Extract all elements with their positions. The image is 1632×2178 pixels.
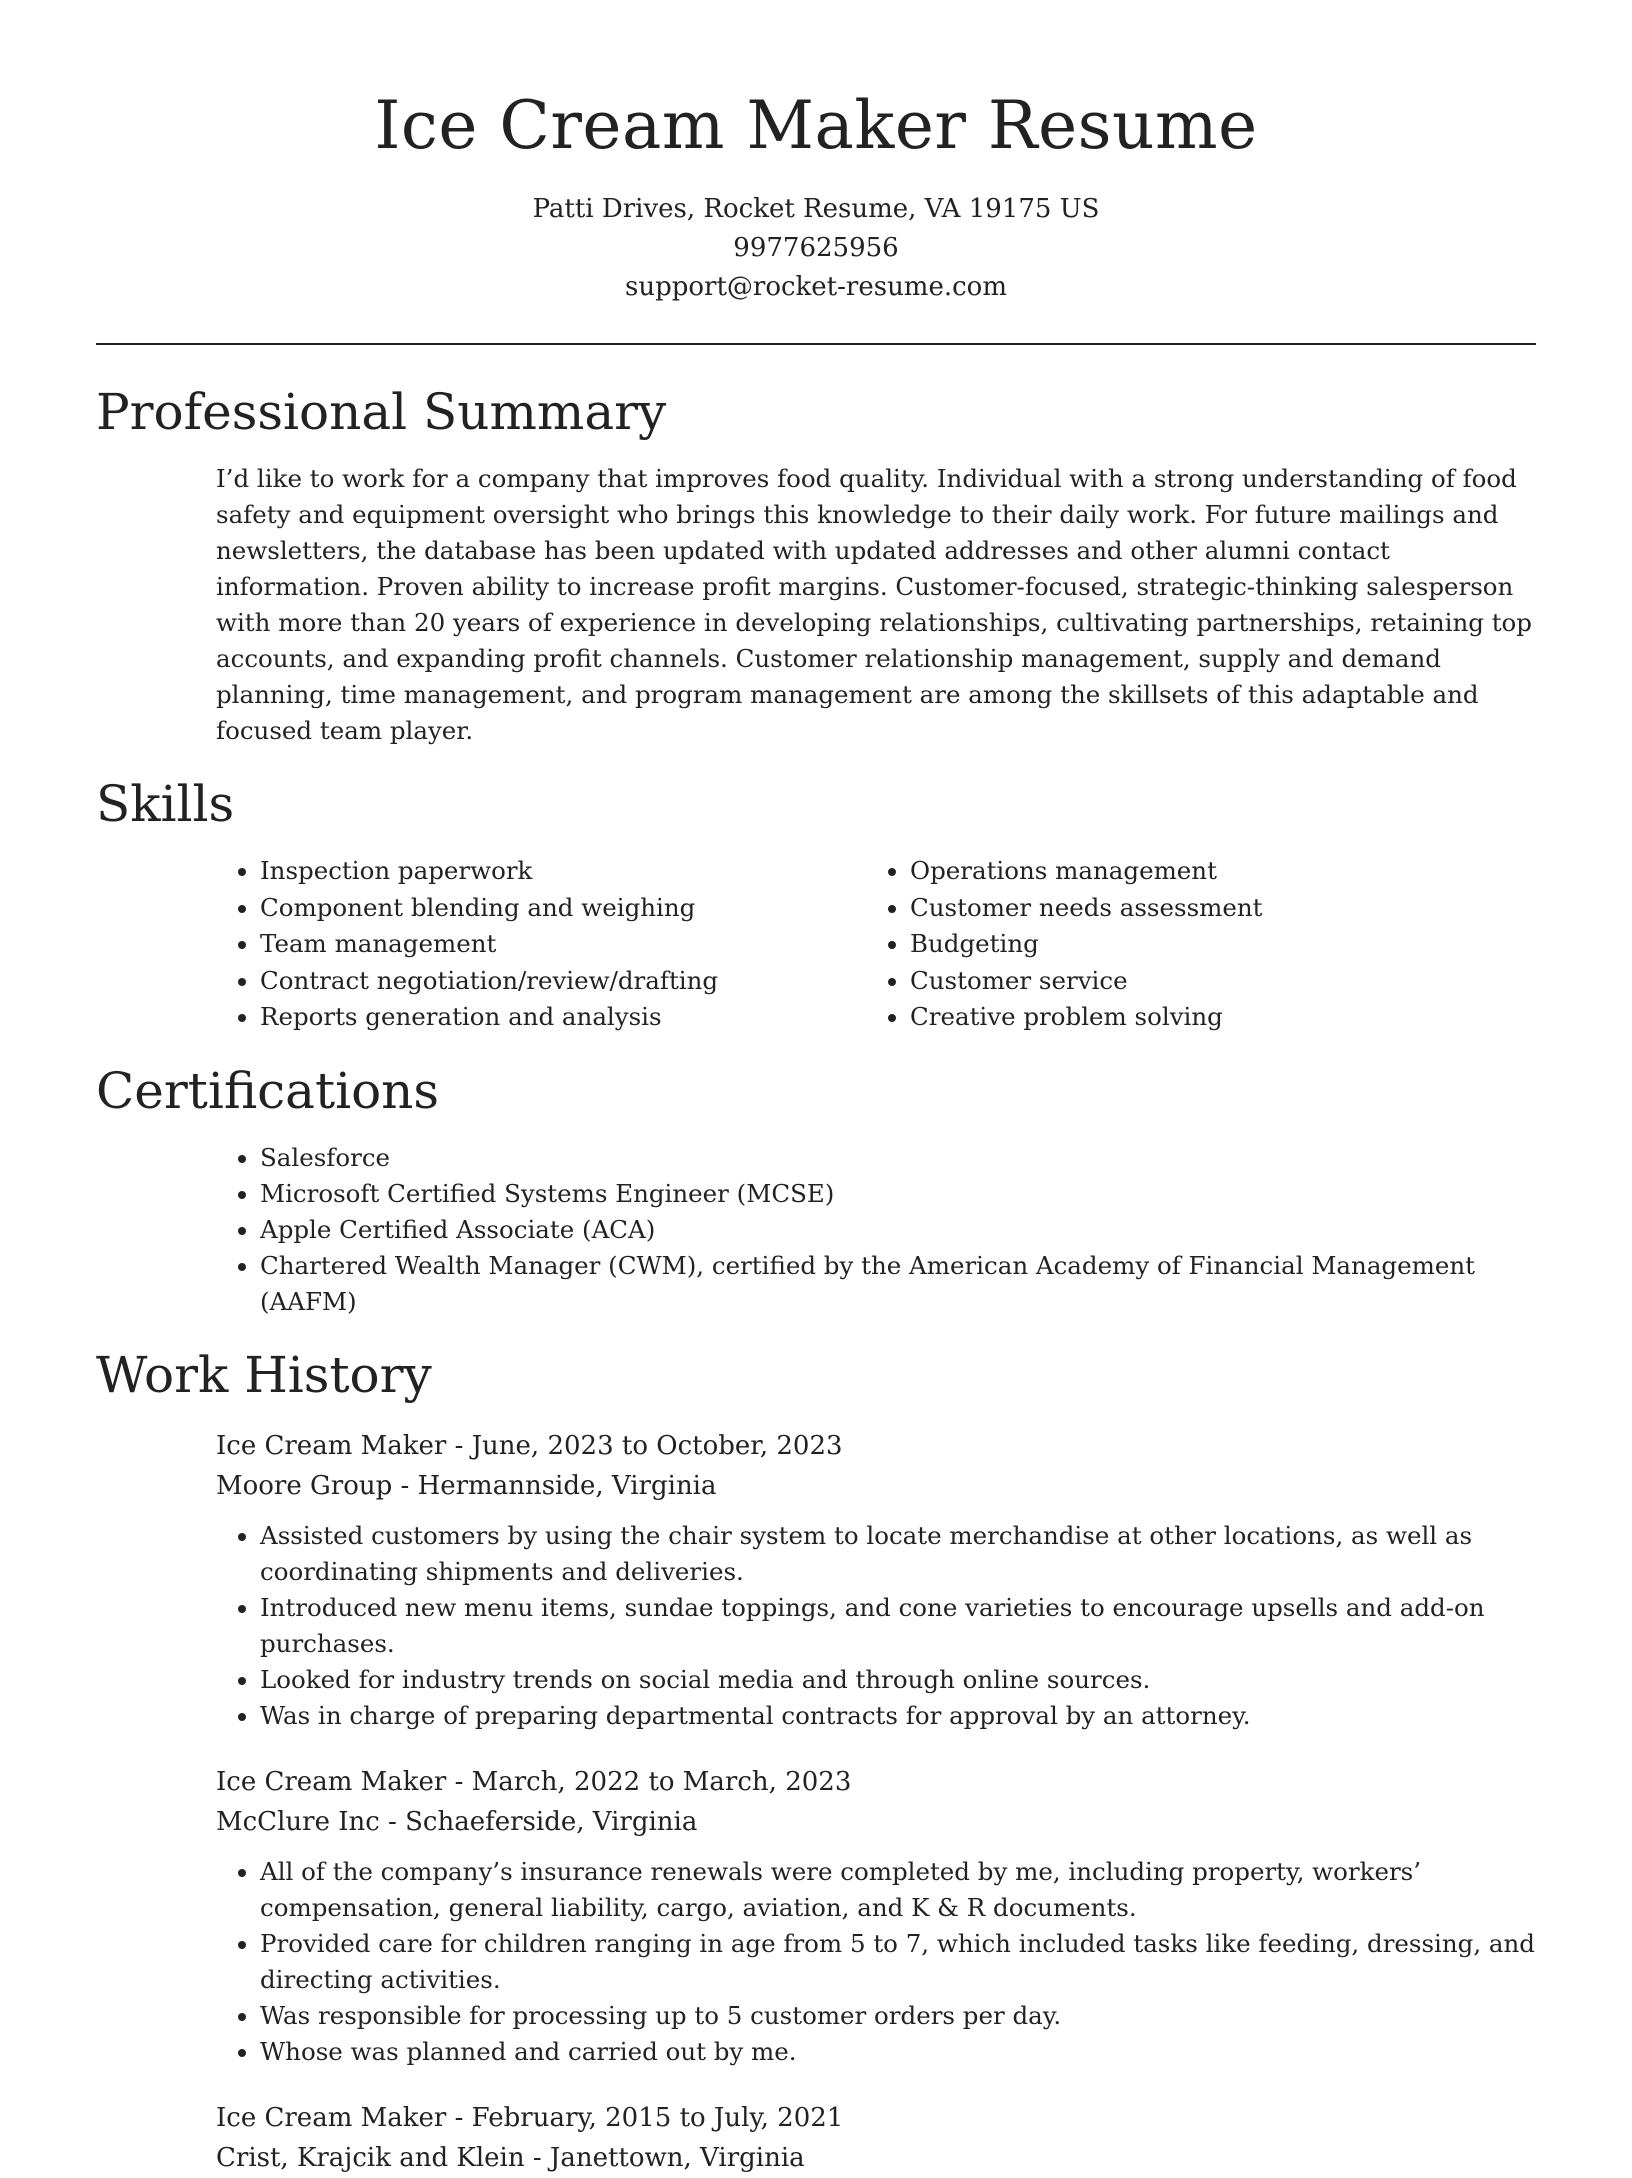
skill-item: • Team management	[260, 926, 866, 963]
skill-item: • Customer service	[910, 963, 1516, 1000]
duty-item: • Introduced new menu items, sundae toppings, and cone varieties to encourage upsells and add-on purchases.	[260, 1590, 1536, 1662]
summary-text: I’d like to work for a company that improves food quality. Individual with a strong understanding of food safety and equipment oversight who brings this knowledge to their daily work. For future mailings and newsletters, the database has been updated with updated addresses and other alumni contact information. Proven ability to increase profit margins. Customer-focused, strategic-thinking salesperson with more than 20 years of experience in developing relationships, cultivating partnerships, retaining top accounts, and expanding profit channels. Customer relationship management, supply and demand planning, time management, and program management are among the skillsets of this adaptable and focused team player.	[216, 464, 1532, 745]
resume-page	[96, 0, 1536, 2178]
contact-block	[96, 190, 1536, 307]
job-duties-list	[216, 1518, 1536, 1734]
job-role-dates: Ice Cream Maker - June, 2023 to October, 2023	[216, 1430, 843, 1461]
job-company-location: Crist, Krajcik and Klein - Janettown, Virginia	[216, 2142, 805, 2173]
duty-item: • Looked for industry trends on social media and through online sources.	[260, 1662, 1536, 1698]
skill-item: • Creative problem solving	[910, 999, 1516, 1036]
skill-item: • Reports generation and analysis	[260, 999, 866, 1036]
skill-item: • Customer needs assessment	[910, 890, 1516, 927]
job-entry	[216, 1762, 1536, 2070]
duty-item: • Was responsible for processing up to 5 customer orders per day.	[260, 1998, 1536, 2034]
section-title-certifications: Certifications	[96, 1061, 440, 1120]
contact-phone: 9977625956	[733, 233, 899, 263]
contact-address: Patti Drives, Rocket Resume, VA 19175 US	[532, 194, 1100, 224]
job-entry	[216, 2098, 1536, 2178]
job-entry	[216, 1426, 1536, 1734]
contact-email: support@rocket-resume.com	[624, 272, 1007, 302]
duty-item: • Whose was planned and carried out by me.	[260, 2034, 1536, 2070]
section-title-summary: Professional Summary	[96, 383, 667, 441]
certification-item: • Chartered Wealth Manager (CWM), certified by the American Academy of Financial Management (AAFM)	[260, 1248, 1536, 1320]
section-title-work-history: Work History	[96, 1345, 432, 1404]
header-divider	[96, 343, 1536, 345]
duty-item: • All of the company’s insurance renewals were completed by me, including property, workers’ compensation, general liability, cargo, aviation, and K & R documents.	[260, 1854, 1536, 1926]
skill-item: • Component blending and weighing	[260, 890, 866, 927]
duty-item: • Was in charge of preparing departmental contracts for approval by an attorney.	[260, 1698, 1536, 1734]
job-duties-list	[216, 1854, 1536, 2070]
skills-list-right	[866, 853, 1516, 1036]
resume-title: Ice Cream Maker Resume	[374, 87, 1258, 164]
skills-columns	[216, 853, 1536, 1036]
job-company-location: McClure Inc - Schaeferside, Virginia	[216, 1806, 698, 1837]
job-role-dates: Ice Cream Maker - February, 2015 to July, 2021	[216, 2102, 844, 2133]
skill-item: • Operations management	[910, 853, 1516, 890]
skill-item: • Inspection paperwork	[260, 853, 866, 890]
certification-item: • Salesforce	[260, 1140, 1536, 1176]
skill-item: • Budgeting	[910, 926, 1516, 963]
skill-item: • Contract negotiation/review/drafting	[260, 963, 866, 1000]
section-title-skills: Skills	[96, 775, 235, 833]
duty-item: • Provided care for children ranging in age from 5 to 7, which included tasks like feeding, dressing, and directing activities.	[260, 1926, 1536, 1998]
job-role-dates: Ice Cream Maker - March, 2022 to March, 2023	[216, 1766, 852, 1797]
duty-item: • Assisted customers by using the chair system to locate merchandise at other locations, as well as coordinating shipments and deliveries.	[260, 1518, 1536, 1590]
job-company-location: Moore Group - Hermannside, Virginia	[216, 1470, 717, 1501]
certification-item: • Apple Certified Associate (ACA)	[260, 1212, 1536, 1248]
skills-list-left	[216, 853, 866, 1036]
certifications-list	[216, 1140, 1536, 1320]
certification-item: • Microsoft Certified Systems Engineer (MCSE)	[260, 1176, 1536, 1212]
